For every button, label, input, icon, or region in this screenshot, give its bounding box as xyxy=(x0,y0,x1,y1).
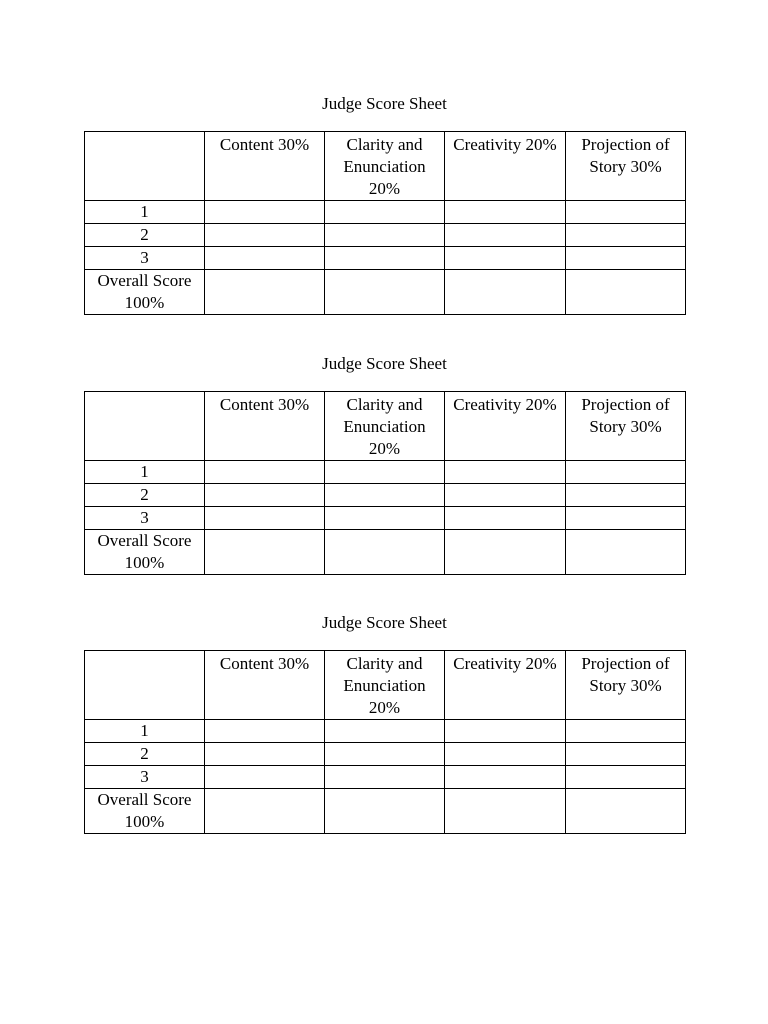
header-creativity: Creativity 20% xyxy=(445,392,566,461)
score-cell[interactable] xyxy=(205,461,325,484)
row-label: 1 xyxy=(85,201,205,224)
sheet-title: Judge Score Sheet xyxy=(322,94,447,113)
table-row xyxy=(85,461,686,484)
score-cell[interactable] xyxy=(566,789,686,834)
header-content: Content 30% xyxy=(205,392,325,461)
score-cell[interactable] xyxy=(566,270,686,315)
score-cell[interactable] xyxy=(325,530,445,575)
score-cell[interactable] xyxy=(205,766,325,789)
header-row xyxy=(85,392,686,461)
score-cell[interactable] xyxy=(325,743,445,766)
header-creativity: Creativity 20% xyxy=(445,132,566,201)
score-cell[interactable] xyxy=(205,530,325,575)
table-row xyxy=(85,201,686,224)
header-row xyxy=(85,651,686,720)
score-cell[interactable] xyxy=(205,743,325,766)
score-sheet-2 xyxy=(84,354,685,575)
score-cell[interactable] xyxy=(325,789,445,834)
table-row xyxy=(85,484,686,507)
header-content: Content 30% xyxy=(205,132,325,201)
row-label: 3 xyxy=(85,507,205,530)
score-cell[interactable] xyxy=(566,507,686,530)
score-cell[interactable] xyxy=(445,270,566,315)
score-cell[interactable] xyxy=(325,484,445,507)
score-cell[interactable] xyxy=(566,224,686,247)
overall-label: Overall Score 100% xyxy=(85,530,205,575)
overall-label: Overall Score 100% xyxy=(85,789,205,834)
score-cell[interactable] xyxy=(566,461,686,484)
row-label: 3 xyxy=(85,247,205,270)
score-cell[interactable] xyxy=(325,224,445,247)
score-cell[interactable] xyxy=(445,720,566,743)
score-cell[interactable] xyxy=(445,247,566,270)
table-row xyxy=(85,743,686,766)
header-clarity: Clarity and Enunciation 20% xyxy=(325,132,445,201)
row-label: 3 xyxy=(85,766,205,789)
header-blank-cell xyxy=(85,392,205,461)
score-cell[interactable] xyxy=(566,201,686,224)
score-cell[interactable] xyxy=(566,530,686,575)
sheet-title: Judge Score Sheet xyxy=(322,354,447,373)
score-cell[interactable] xyxy=(325,461,445,484)
score-cell[interactable] xyxy=(325,766,445,789)
score-table xyxy=(84,391,686,575)
header-content: Content 30% xyxy=(205,651,325,720)
score-cell[interactable] xyxy=(566,766,686,789)
row-label: 2 xyxy=(85,484,205,507)
overall-row xyxy=(85,530,686,575)
header-clarity: Clarity and Enunciation 20% xyxy=(325,392,445,461)
score-cell[interactable] xyxy=(205,720,325,743)
row-label: 2 xyxy=(85,743,205,766)
score-cell[interactable] xyxy=(445,484,566,507)
score-cell[interactable] xyxy=(445,201,566,224)
score-cell[interactable] xyxy=(566,247,686,270)
table-row xyxy=(85,720,686,743)
score-cell[interactable] xyxy=(205,484,325,507)
row-label: 1 xyxy=(85,720,205,743)
score-cell[interactable] xyxy=(205,507,325,530)
score-table xyxy=(84,650,686,834)
header-blank-cell xyxy=(85,651,205,720)
score-cell[interactable] xyxy=(205,224,325,247)
score-sheet-1 xyxy=(84,94,685,315)
score-cell[interactable] xyxy=(566,720,686,743)
row-label: 1 xyxy=(85,461,205,484)
header-row xyxy=(85,132,686,201)
score-cell[interactable] xyxy=(445,224,566,247)
score-cell[interactable] xyxy=(445,743,566,766)
header-projection: Projection of Story 30% xyxy=(566,132,686,201)
score-cell[interactable] xyxy=(325,247,445,270)
score-cell[interactable] xyxy=(566,484,686,507)
table-row xyxy=(85,766,686,789)
overall-row xyxy=(85,270,686,315)
score-cell[interactable] xyxy=(445,530,566,575)
score-cell[interactable] xyxy=(205,270,325,315)
score-table xyxy=(84,131,686,315)
table-row xyxy=(85,224,686,247)
header-projection: Projection of Story 30% xyxy=(566,392,686,461)
header-projection: Projection of Story 30% xyxy=(566,651,686,720)
score-cell[interactable] xyxy=(445,789,566,834)
header-blank-cell xyxy=(85,132,205,201)
score-sheet-3 xyxy=(84,613,685,834)
sheet-title: Judge Score Sheet xyxy=(322,613,447,632)
score-cell[interactable] xyxy=(445,507,566,530)
score-cell[interactable] xyxy=(325,201,445,224)
overall-row xyxy=(85,789,686,834)
score-cell[interactable] xyxy=(205,201,325,224)
header-creativity: Creativity 20% xyxy=(445,651,566,720)
header-clarity: Clarity and Enunciation 20% xyxy=(325,651,445,720)
score-cell[interactable] xyxy=(566,743,686,766)
score-cell[interactable] xyxy=(205,247,325,270)
table-row xyxy=(85,507,686,530)
score-cell[interactable] xyxy=(445,766,566,789)
score-cell[interactable] xyxy=(205,789,325,834)
row-label: 2 xyxy=(85,224,205,247)
score-cell[interactable] xyxy=(325,270,445,315)
overall-label: Overall Score 100% xyxy=(85,270,205,315)
table-row xyxy=(85,247,686,270)
score-cell[interactable] xyxy=(445,461,566,484)
score-cell[interactable] xyxy=(325,507,445,530)
score-cell[interactable] xyxy=(325,720,445,743)
